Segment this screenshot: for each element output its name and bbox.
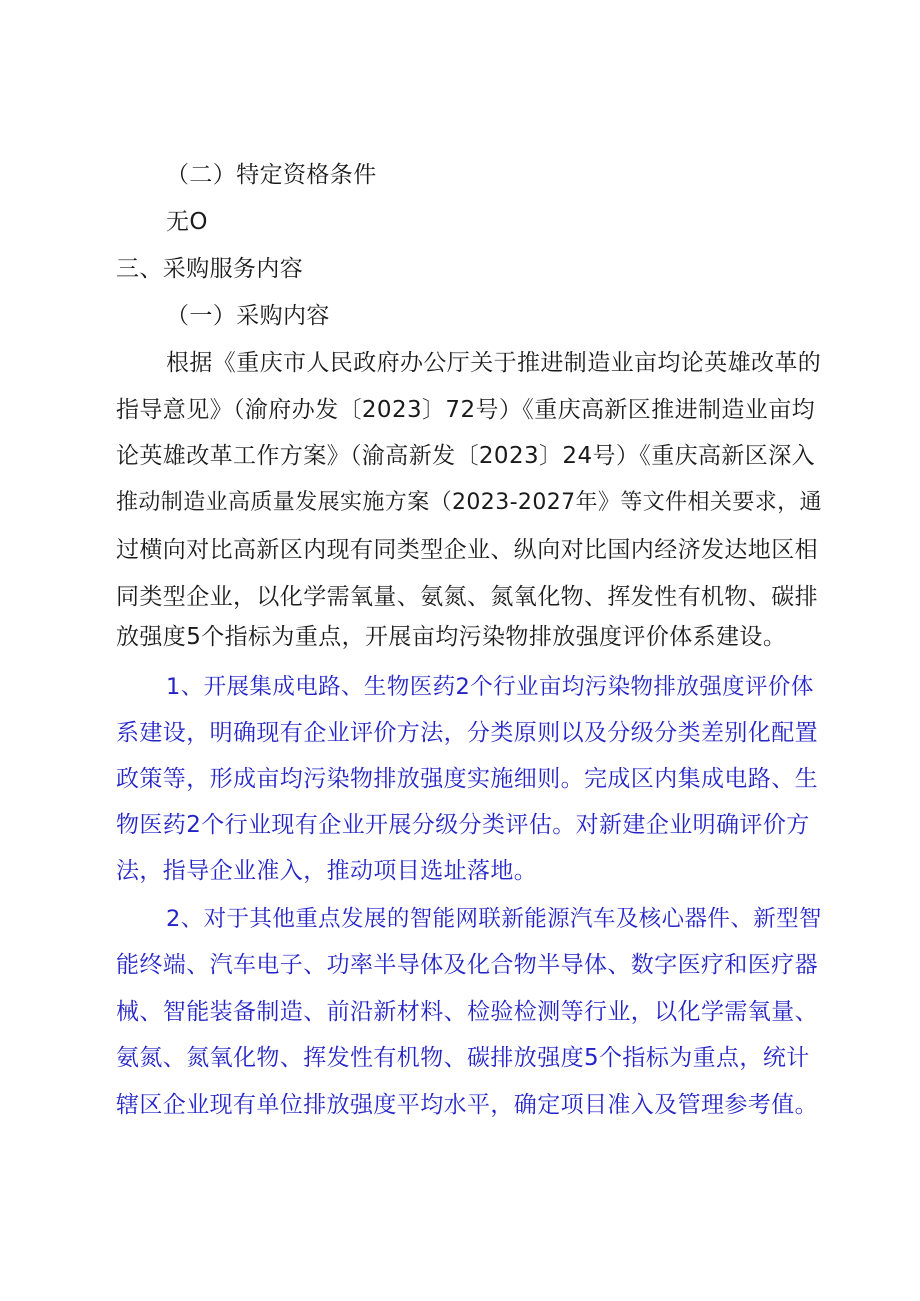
paragraph-line: 根据《重庆市人民政府办公厅关于推进制造业亩均论英雄改革的 <box>166 350 822 376</box>
paragraph-line: 过横向对比高新区内现有同类型企业、纵向对比国内经济发达地区相 <box>116 537 818 563</box>
paragraph-line: 论英雄改革工作方案》（渝高新发〔2023〕24号）《重庆高新区深入 <box>116 443 815 469</box>
paragraph-line: 放强度5个指标为重点，开展亩均污染物排放强度评价体系建设。 <box>116 624 787 650</box>
item-line: 1、开展集成电路、生物医药2个行业亩均污染物排放强度评价体 <box>166 674 814 700</box>
item-line: 氨氮、氮氧化物、挥发性有机物、碳排放强度5个指标为重点，统计 <box>116 1045 810 1071</box>
item-line: 系建设，明确现有企业评价方法，分类原则以及分级分类差别化配置 <box>116 720 818 746</box>
item-line: 2、对于其他重点发展的智能网联新能源汽车及核心器件、新型智 <box>166 906 822 932</box>
item-line: 能终端、汽车电子、功率半导体及化合物半导体、数字医疗和医疗器 <box>116 952 818 978</box>
item-line: 法，指导企业准入，推动项目选址落地。 <box>116 858 538 884</box>
item-line: 政策等，形成亩均污染物排放强度实施细则。完成区内集成电路、生 <box>116 766 818 792</box>
special-qualification-heading: （二）特定资格条件 <box>166 162 377 188</box>
paragraph-line: 同类型企业，以化学需氧量、氨氮、氮氧化物、挥发性有机物、碳排 <box>116 584 818 610</box>
item-line: 辖区企业现有单位排放强度平均水平，确定项目准入及管理参考值。 <box>116 1092 818 1118</box>
item-line: 物医药2个行业现有企业开展分级分类评估。对新建企业明确评价方 <box>116 812 810 838</box>
paragraph-line: 指导意见》（渝府办发〔2023〕72号）《重庆高新区推进制造业亩均 <box>116 397 815 423</box>
special-qualification-value: 无O <box>166 209 208 235</box>
paragraph-line: 推动制造业高质量发展实施方案（2023-2027年》等文件相关要求，通 <box>116 490 822 515</box>
section-three-heading: 三、采购服务内容 <box>116 256 304 282</box>
item-line: 械、智能装备制造、前沿新材料、检验检测等行业，以化学需氧量、 <box>116 999 818 1025</box>
procurement-content-heading: （一）采购内容 <box>166 303 330 329</box>
